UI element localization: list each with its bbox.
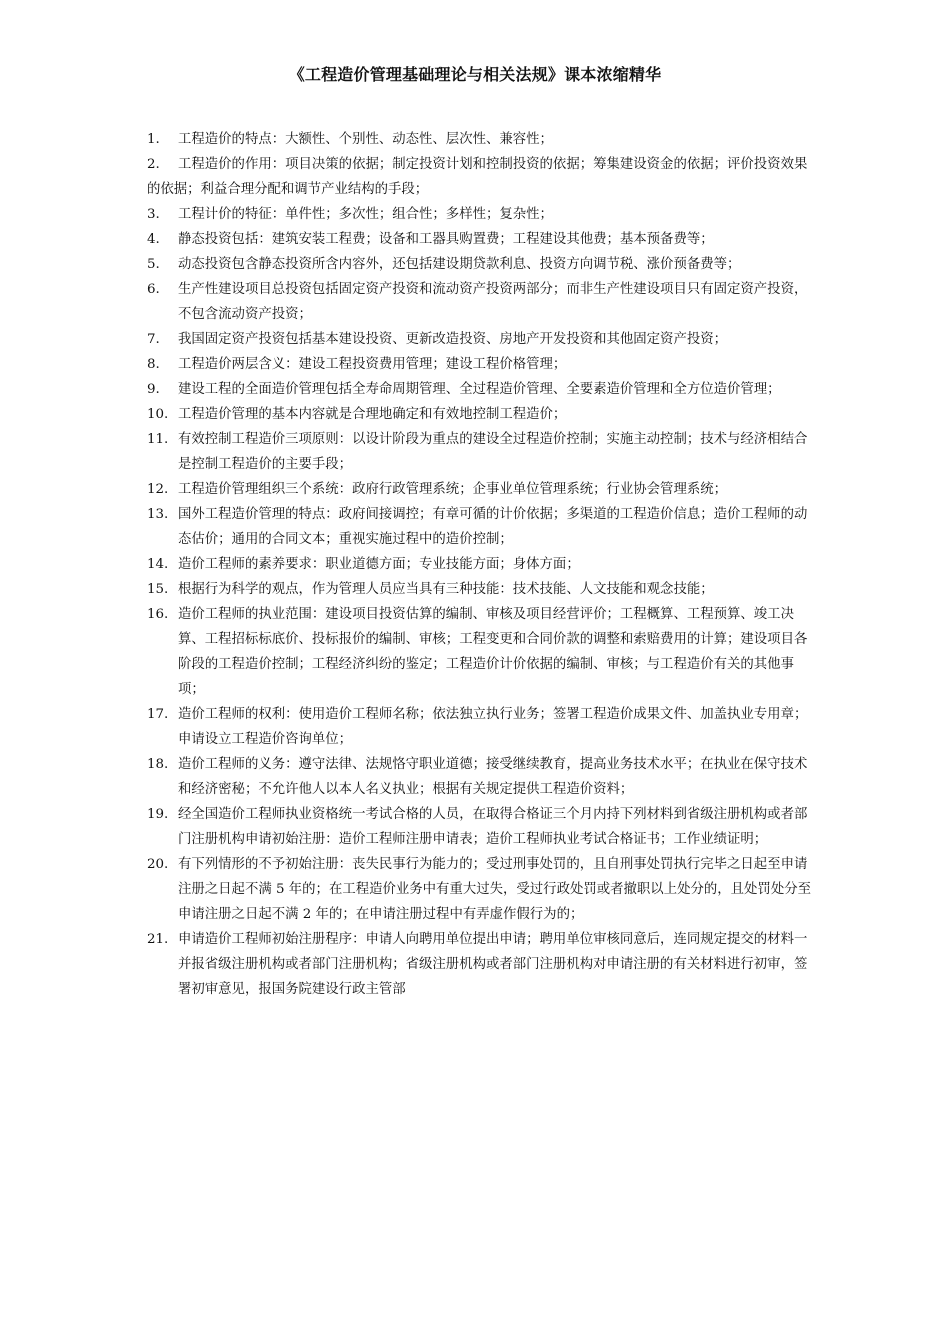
list-item bbox=[147, 277, 812, 327]
list-item-text: 造价工程师的权利：使用造价工程师名称；依法独立执行业务；签署工程造价成果文件、加盖执业专用章；申请设立工程造价咨询单位； bbox=[178, 707, 808, 747]
list-item-number: 10. bbox=[147, 407, 169, 422]
list-item bbox=[147, 577, 812, 602]
numbered-list bbox=[147, 127, 812, 1002]
list-item bbox=[147, 227, 812, 252]
list-item-text: 根据行为科学的观点，作为管理人员应当具有三种技能：技术技能、人文技能和观念技能； bbox=[178, 582, 714, 597]
list-item-number: 9. bbox=[147, 382, 160, 397]
list-item-text: 工程造价的作用：项目决策的依据；制定投资计划和控制投资的依据；筹集建设资金的依据；评价投资效果的依据；利益合理分配和调节产业结构的手段； bbox=[147, 157, 808, 197]
list-item bbox=[147, 602, 812, 702]
list-item-text: 有效控制工程造价三项原则：以设计阶段为重点的建设全过程造价控制；实施主动控制；技术与经济相结合是控制工程造价的主要手段； bbox=[178, 432, 808, 472]
list-item bbox=[147, 852, 812, 927]
list-item-text: 我国固定资产投资包括基本建设投资、更新改造投资、房地产开发投资和其他固定资产投资； bbox=[178, 332, 728, 347]
list-item-number: 18. bbox=[147, 757, 169, 772]
list-item-number: 8. bbox=[147, 357, 160, 372]
list-item-number: 15. bbox=[147, 582, 169, 597]
list-item-number: 1. bbox=[147, 132, 160, 147]
list-item-text: 国外工程造价管理的特点：政府间接调控；有章可循的计价依据；多渠道的工程造价信息；造价工程师的动态估价；通用的合同文本；重视实施过程中的造价控制； bbox=[178, 507, 808, 547]
list-item-text: 工程计价的特征：单件性；多次性；组合性；多样性；复杂性； bbox=[178, 207, 553, 222]
list-item-text: 动态投资包含静态投资所含内容外，还包括建设期贷款利息、投资方向调节税、涨价预备费等； bbox=[178, 257, 741, 272]
list-item bbox=[147, 752, 812, 802]
list-item-text: 工程造价管理的基本内容就是合理地确定和有效地控制工程造价； bbox=[178, 407, 567, 422]
list-item-number: 12. bbox=[147, 482, 169, 497]
list-item bbox=[147, 927, 812, 1002]
list-item bbox=[147, 327, 812, 352]
list-item bbox=[147, 252, 812, 277]
list-item-number: 5. bbox=[147, 257, 160, 272]
list-item bbox=[147, 552, 812, 577]
list-item-number: 20. bbox=[147, 857, 169, 872]
list-item bbox=[147, 352, 812, 377]
list-item-text: 有下列情形的不予初始注册：丧失民事行为能力的；受过刑事处罚的，且自刑事处罚执行完毕之日起至申请注册之日起不满 5 年的；在工程造价业务中有重大过失，受过行政处罚或者撤职以上处分的，且处罚处分至申请注册之日起不满 2 年的；在申请注册过程中有弄虚作假行为的； bbox=[178, 857, 811, 922]
list-item-text: 工程造价管理组织三个系统：政府行政管理系统；企事业单位管理系统；行业协会管理系统； bbox=[178, 482, 728, 497]
list-item-number: 7. bbox=[147, 332, 160, 347]
list-item-number: 11. bbox=[147, 432, 169, 447]
list-item-number: 4. bbox=[147, 232, 160, 247]
list-item-number: 21. bbox=[147, 932, 169, 947]
list-item-number: 16. bbox=[147, 607, 169, 622]
list-item-text: 生产性建设项目总投资包括固定资产投资和流动资产投资两部分；而非生产性建设项目只有固定资产投资，不包含流动资产投资； bbox=[178, 282, 808, 322]
list-item-number: 3. bbox=[147, 207, 160, 222]
list-item-text: 申请造价工程师初始注册程序：申请人向聘用单位提出申请；聘用单位审核同意后，连同规定提交的材料一并报省级注册机构或者部门注册机构；省级注册机构或者部门注册机构对申请注册的有关材料进行初审，签署初审意见，报国务院建设行政主管部 bbox=[178, 932, 808, 997]
list-item-number: 14. bbox=[147, 557, 169, 572]
list-item-number: 6. bbox=[147, 282, 160, 297]
list-item-text: 造价工程师的执业范围：建设项目投资估算的编制、审核及项目经营评价；工程概算、工程预算、竣工决算、工程招标标底价、投标报价的编制、审核；工程变更和合同价款的调整和索赔费用的计算；建设项目各阶段的工程造价控制；工程经济纠纷的鉴定；工程造价计价依据的编制、审核；与工程造价有关的其他事项； bbox=[178, 607, 808, 697]
list-item bbox=[147, 802, 812, 852]
list-item bbox=[147, 702, 812, 752]
list-item-text: 经全国造价工程师执业资格统一考试合格的人员，在取得合格证三个月内持下列材料到省级注册机构或者部门注册机构申请初始注册：造价工程师注册申请表；造价工程师执业考试合格证书；工作业绩证明； bbox=[178, 807, 808, 847]
list-item-text: 静态投资包括：建筑安装工程费；设备和工器具购置费；工程建设其他费；基本预备费等； bbox=[178, 232, 714, 247]
list-item-number: 17. bbox=[147, 707, 169, 722]
list-item-text: 建设工程的全面造价管理包括全寿命周期管理、全过程造价管理、全要素造价管理和全方位造价管理； bbox=[178, 382, 781, 397]
list-item bbox=[147, 377, 812, 402]
list-item-number: 19. bbox=[147, 807, 169, 822]
list-item bbox=[147, 127, 812, 152]
list-item-text: 造价工程师的义务：遵守法律、法规恪守职业道德；接受继续教育，提高业务技术水平；在执业在保守技术和经济密秘；不允许他人以本人名义执业；根据有关规定提供工程造价资料； bbox=[178, 757, 808, 797]
list-item bbox=[147, 402, 812, 427]
list-item bbox=[147, 477, 812, 502]
list-item bbox=[147, 502, 812, 552]
list-item bbox=[147, 152, 812, 202]
list-item bbox=[147, 202, 812, 227]
list-item-text: 造价工程师的素养要求：职业道德方面；专业技能方面；身体方面； bbox=[178, 557, 580, 572]
document-title: 《工程造价管理基础理论与相关法规》课本浓缩精华 bbox=[288, 65, 662, 84]
list-item-text: 工程造价的特点：大额性、个别性、动态性、层次性、兼容性； bbox=[178, 132, 553, 147]
list-item-number: 13. bbox=[147, 507, 169, 522]
list-item-number: 2. bbox=[147, 157, 160, 172]
list-item bbox=[147, 427, 812, 477]
list-item-text: 工程造价两层含义：建设工程投资费用管理；建设工程价格管理； bbox=[178, 357, 567, 372]
